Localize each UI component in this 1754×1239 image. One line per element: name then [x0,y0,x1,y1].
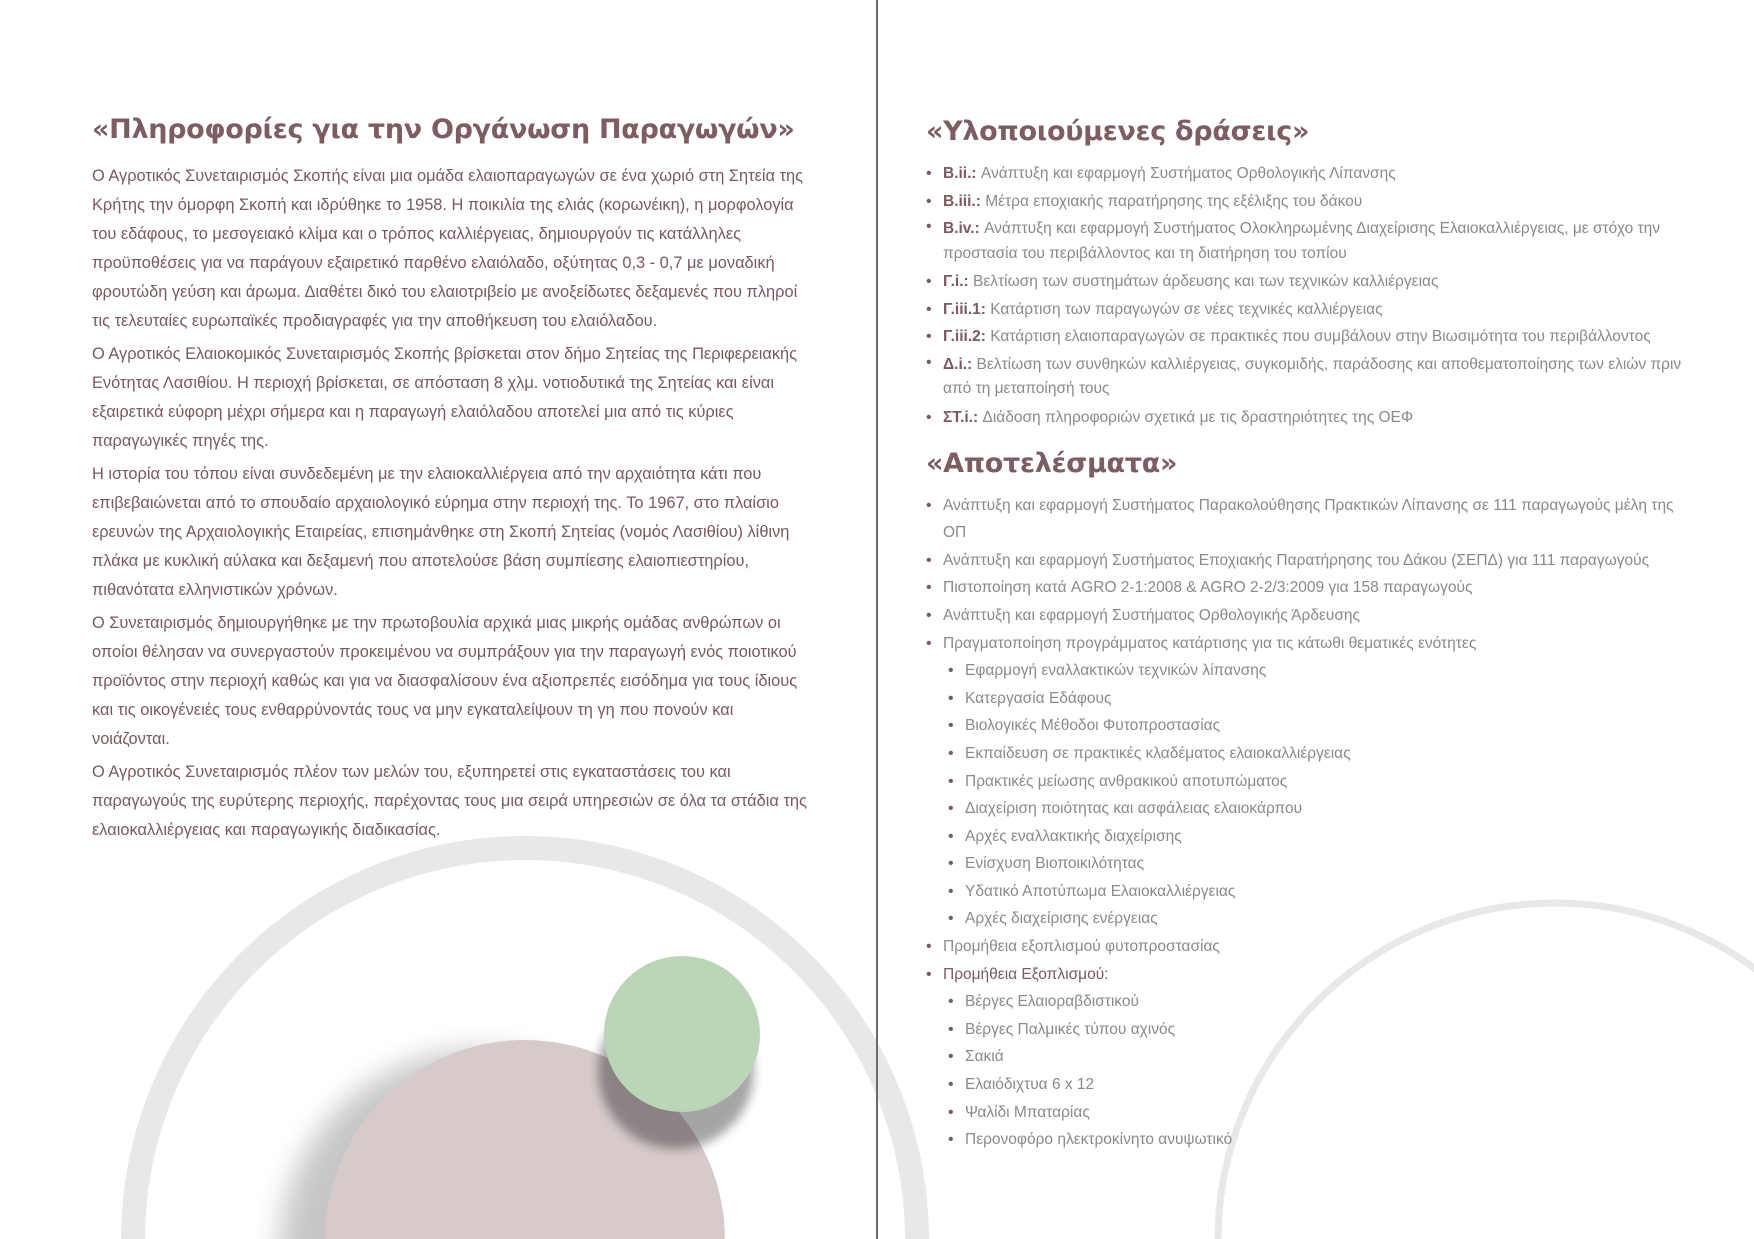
training-topic: • Εκπαίδευση σε πρακτικές κλαδέματος ελαιοκαλλιέργειας [948,740,1686,768]
list-item [926,323,1686,351]
action-code: Γ.iii.2: [943,328,986,346]
action-code: ΣΤ.i.: [943,408,979,426]
paragraph: Ο Συνεταιρισμός δημιουργήθηκε με την πρωτοβουλία αρχικά μιας μικρής ομάδας ανθρώπων οι οποίοι θέλησαν να συνεργαστούν προκειμένου να συμπράξουν για την παραγωγή ενός ποιοτικού προϊόντος στην περιοχή καθώς και για να διασφαλίσουν ένα αξιοπρεπές εισόδημα για τους ίδιους και τις οικογένειές τους ενθαρρύνοντάς τους να μην εγκαταλείψουν τη γη που πονούν και νοιάζονται. [92,614,798,748]
training-topic: • Υδατικό Αποτύπωμα Ελαιοκαλλιέργειας [948,878,1686,906]
paragraph: Ο Αγροτικός Συνεταιρισμός Σκοπής είναι μια ομάδα ελαιοπαραγωγών σε ένα χωριό στη Σητεία της Κρήτης την όμορφη Σκοπή και ιδρύθηκε το 1958. Η ποικιλία της ελιάς (κορωνέικη), η μορφολογία του εδάφους, το μεσογειακό κλίμα και ο τρόπος καλλιέργειας, δημιουργούν τις κατάλληλες προϋποθέσεις για να παράγουν εξαιρετικό παρθένο ελαιόλαδο, οξύτητας 0,3 - 0,7 με μοναδική φρουτώδη γεύση και άρωμα. Διαθέτει δικό του ελαιοτριβείο με ανοξείδωτες δεξαμενές που πληροί τις τελευταίες ευρωπαϊκές προδιαγραφές για την αποθήκευση του ελαιόλαδου. [92,167,804,330]
action-text: Βελτίωση των συστημάτων άρδευσης και των τεχνικών καλλιέργειας [973,273,1439,291]
training-topic: • Πρακτικές μείωσης ανθρακικού αποτυπώματος [948,768,1686,796]
list-item [926,268,1686,296]
action-code: Γ.i.: [943,273,969,291]
list-item [926,404,1686,432]
action-text: Κατάρτιση των παραγωγών σε νέες τεχνικές καλλιέργειας [990,300,1383,318]
equipment-title: • Προμήθεια Εξοπλισμού: [926,961,1686,989]
action-text: Βελτίωση των συνθηκών καλλιέργειας, συγκομιδής, παράδοσης και αποθεματοποίησης των ελιών πριν από τη μεταποίησή τους [943,355,1682,398]
results-list [926,492,1686,1154]
page-divider [876,0,878,1239]
list-item: • Πιστοποίηση κατά AGRO 2-1:2008 & AGRO 2-2/3:2009 για 158 παραγωγούς [926,574,1686,602]
list-item [926,160,1686,188]
action-code: Γ.iii.1: [943,300,986,318]
paragraph: Ο Αγροτικός Συνεταιρισμός πλέον των μελών του, εξυπηρετεί στις εγκαταστάσεις του και παραγωγούς της ευρύτερης περιοχής, παρέχοντας τους μια σειρά υπηρεσιών σε όλα τα στάδια της ελαιοκαλλιέργειας και παραγωγικής διαδικασίας. [92,763,807,839]
paragraph: Ο Αγροτικός Ελαιοκομικός Συνεταιρισμός Σκοπής βρίσκεται στον δήμο Σητείας της Περιφερειακής Ενότητας Λασιθίου. Η περιοχή βρίσκεται, σε απόσταση 8 χλμ. νοτιοδυτικά της Σητείας και είναι εξαιρετικά εύφορη μέχρι σήμερα και η παραγωγή ελαιόλαδου αποτελεί μια από τις κύριες παραγωγικές πηγές της. [92,345,798,450]
training-topic: • Κατεργασία Εδάφους [948,685,1686,713]
equipment-item: • Ψαλίδι Μπαταρίας [948,1099,1686,1127]
left-ring-decoration [133,848,917,1239]
action-text: Διάδοση πληροφοριών σχετικά με τις δραστηριότητες της ΟΕΦ [982,408,1414,426]
equipment-item: • Βέργες Ελαιοραβδιστικού [948,988,1686,1016]
equipment-item: • Βέργες Παλμικές τύπου αχινός [948,1016,1686,1044]
list-item [926,188,1686,216]
right-page [926,114,1686,1154]
list-item [926,215,1686,268]
action-text: Μέτρα εποχιακής παρατήρησης της εξέλιξης του δάκου [985,192,1363,210]
list-item: • Ανάπτυξη και εφαρμογή Συστήματος Ορθολογικής Άρδευσης [926,602,1686,630]
actions-title: «Υλοποιούμενες δράσεις» [926,116,1310,147]
list-item: • Ανάπτυξη και εφαρμογή Συστήματος Παρακολούθησης Πρακτικών Λίπανσης σε 111 παραγωγούς μέλη της ΟΠ [926,492,1686,547]
training-topic: • Ενίσχυση Βιοποικιλότητας [948,850,1686,878]
training-topic: • Αρχές εναλλακτικής διαχείρισης [948,823,1686,851]
organization-info-title: «Πληροφορίες για την Οργάνωση Παραγωγών» [92,114,795,145]
action-code: Δ.i.: [943,355,973,373]
equipment-item: • Περονοφόρο ηλεκτροκίνητο ανυψωτικό [948,1126,1686,1154]
list-item [926,296,1686,324]
action-text: Κατάρτιση ελαιοπαραγωγών σε πρακτικές που συμβάλουν στην Βιωσιμότητα του περιβάλλοντος [990,328,1651,346]
training-topic: • Αρχές διαχείρισης ενέργειας [948,905,1686,933]
equipment-item: • Ελαιόδιχτυα 6 x 12 [948,1071,1686,1099]
results-title: «Αποτελέσματα» [926,447,1178,479]
list-item: • Προμήθεια εξοπλισμού φυτοπροστασίας [926,933,1686,961]
action-text: Ανάπτυξη και εφαρμογή Συστήματος Ορθολογικής Λίπανσης [980,165,1396,182]
list-item: • Πραγματοποίηση προγράμματος κατάρτισης για τις κάτωθι θεματικές ενότητες [926,630,1686,658]
action-code: Β.ii.: [943,165,977,182]
training-topic: • Εφαρμογή εναλλακτικών τεχνικών λίπανσης [948,657,1686,685]
action-code: Β.iii.: [943,192,981,210]
training-topic: • Διαχείριση ποιότητας και ασφάλειας ελαιοκάρπου [948,795,1686,823]
left-page [92,112,812,849]
training-topic: • Βιολογικές Μέθοδοι Φυτοπροστασίας [948,712,1686,740]
list-item [926,351,1686,404]
action-code: Β.iv.: [943,220,980,238]
action-text: Ανάπτυξη και εφαρμογή Συστήματος Ολοκληρωμένης Διαχείρισης Ελαιοκαλλιέργειας, με στόχο την προστασία του περιβάλλοντος και τη διατήρηση του τοπίου [943,220,1661,262]
list-item: • Ανάπτυξη και εφαρμογή Συστήματος Εποχιακής Παρατήρησης του Δάκου (ΣΕΠΔ) για 111 παραγωγούς [926,547,1686,575]
equipment-item: • Σακιά [948,1043,1686,1071]
paragraph: Η ιστορία του τόπου είναι συνδεδεμένη με την ελαιοκαλλιέργεια από την αρχαιότητα κάτι που επιβεβαιώνεται από το σπουδαίο αρχαιολογικό εύρημα στην περιοχή της. Το 1967, στο πλαίσιο ερευνών της Αρχαιολογικής Εταιρείας, επισημάνθηκε στη Σκοπή Σητείας (νομός Λασιθίου) λίθινη πλάκα με κυκλική αύλακα και δεξαμενή που αποτελούσε βάση συμπίεσης ελαιοπιεστηρίου, πιθανότατα ελληνιστικών χρόνων. [92,465,790,599]
actions-list [926,160,1686,432]
